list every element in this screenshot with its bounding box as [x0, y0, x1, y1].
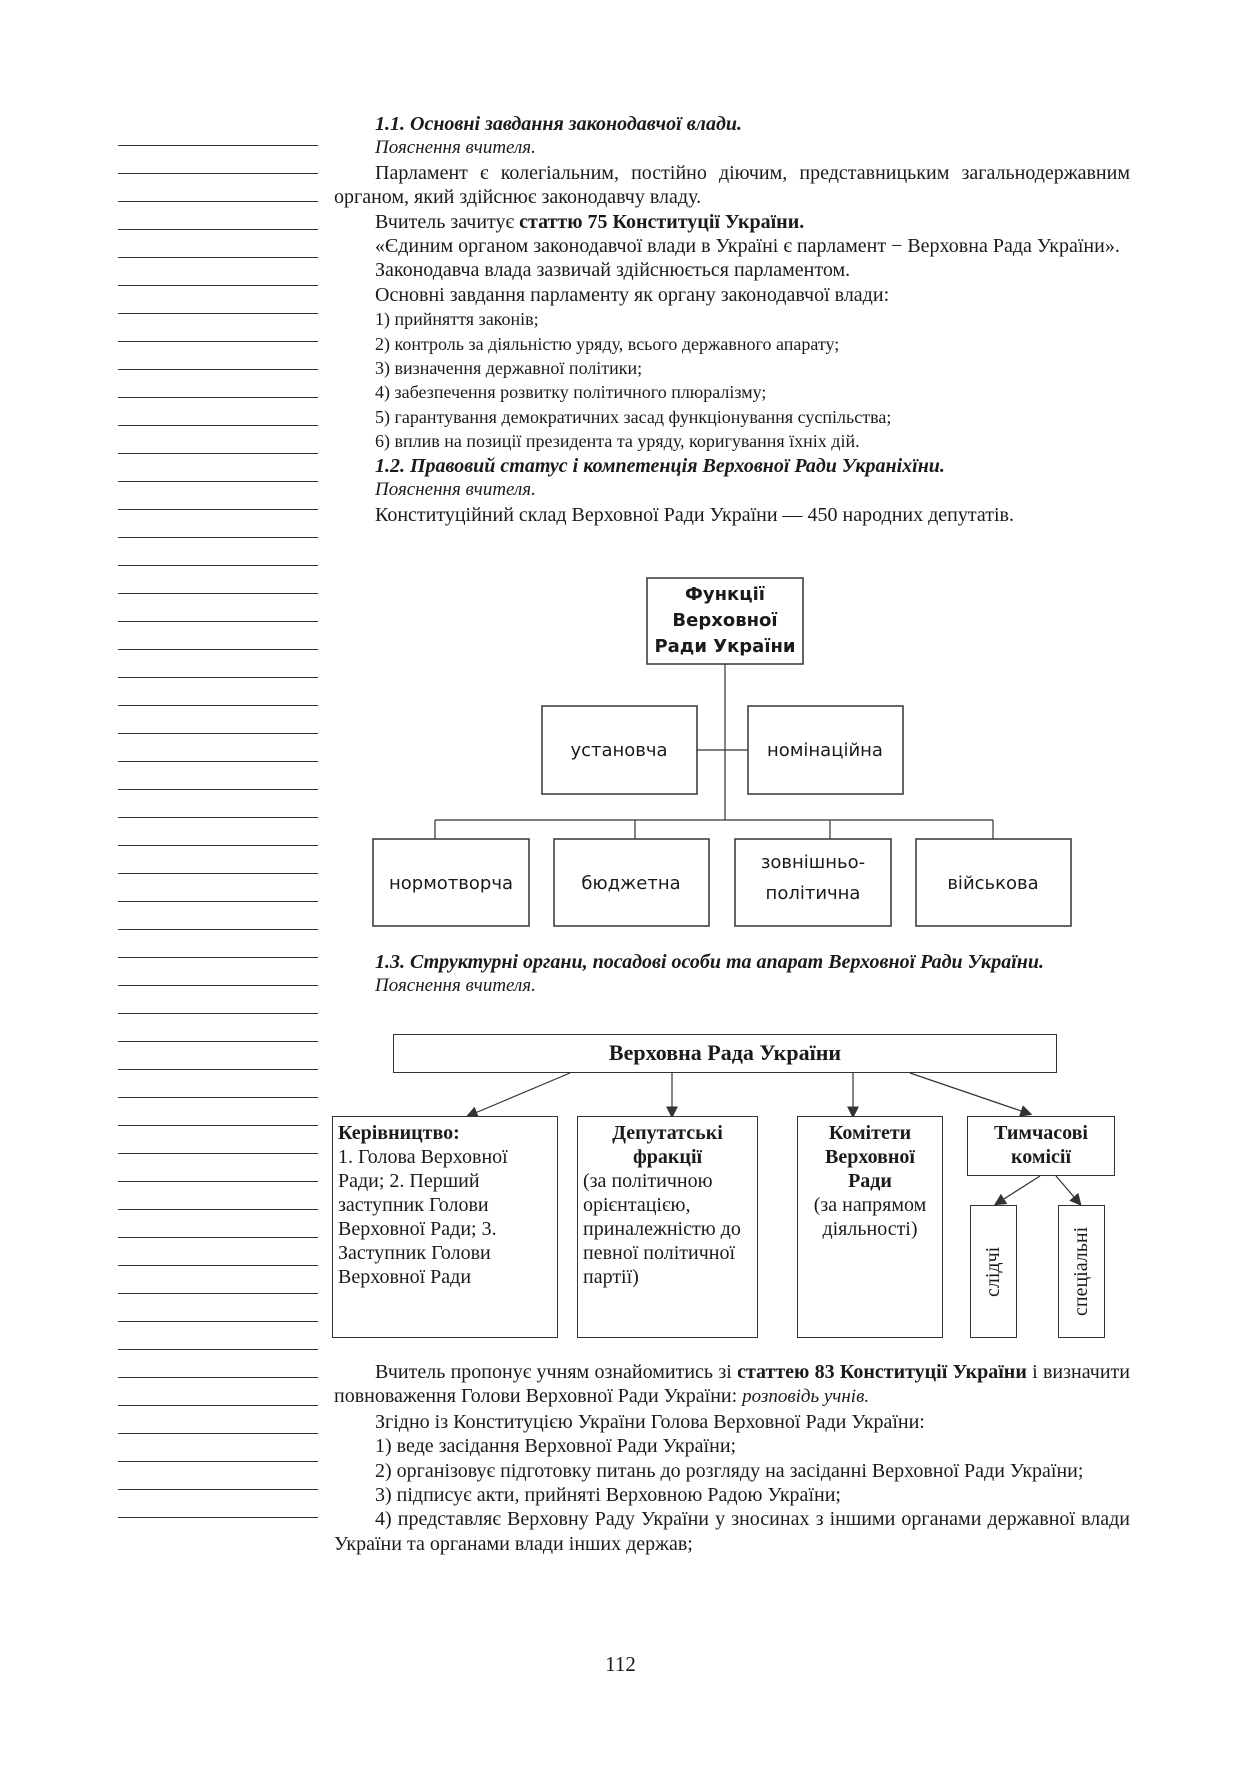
margin-note-line — [118, 1434, 318, 1462]
task-item: 6) вплив на позиції президента та уряду, коригування їхніх дій. — [375, 431, 860, 452]
task-item: 4) забезпечення розвитку політичного плюралізму; — [375, 382, 767, 403]
task-item: 3) визначення державної політики; — [375, 358, 643, 379]
functions-root-line: Ради України — [654, 636, 796, 657]
leadership-text: 1. Голова Верховної Ради; 2. Перший заступник Голови Верховної Ради; 3. Заступник Голови Верховної Ради — [338, 1146, 508, 1288]
section-2-p1: Конституційний склад Верховної Ради України — 450 народних депутатів. — [375, 503, 1014, 526]
section-1-p1: Парламент є колегіальним, постійно діючим, представницьким загальнодержавним органом, який здійснює законодавчу владу. — [334, 161, 1130, 209]
committees-title: Комітети Верховної Ради — [825, 1122, 915, 1192]
task-item: 5) гарантування демократичних засад функціонування суспільства; — [375, 406, 892, 427]
section-1-p3: «Єдиним органом законодавчої влади в Україні є парламент − Верховна Рада України». — [375, 235, 1120, 258]
leadership-title: Керівництво: — [338, 1122, 460, 1144]
function-label: нормотворча — [389, 873, 513, 894]
margin-note-line — [118, 1462, 318, 1490]
section-1-heading: 1.1. Основні завдання законодавчої влади. — [375, 113, 742, 135]
special-commissions-box: спеціальні — [1058, 1205, 1105, 1338]
section-1-p5: Основні завдання парламенту як органу законодавчої влади: — [375, 283, 890, 306]
section-3-note: Пояснення вчителя. — [375, 975, 536, 997]
temporary-commissions-box: Тимчасові комісії — [967, 1116, 1115, 1176]
committees-box — [797, 1116, 943, 1338]
section-1-p4: Законодавча влада зазвичай здійснюється парламентом. — [375, 259, 851, 282]
task-item: 2) контроль за діяльністю уряду, всього державного апарату; — [375, 333, 840, 354]
investigative-commissions-box: слідчі — [970, 1205, 1017, 1338]
margin-note-line — [118, 1406, 318, 1434]
factions-title: Депутатські фракції — [612, 1122, 723, 1168]
speaker-power-item: 4) представляє Верховну Раду України у зносинах з іншими органами державної влади України та органами влади інших держав; — [334, 1508, 1130, 1555]
factions-text: (за політичною орієнтацією, приналежністю до певної політичної партії) — [583, 1170, 741, 1288]
factions-box — [577, 1116, 758, 1338]
function-label: зовнішньо- — [760, 852, 866, 873]
section-4-p2: Згідно із Конституцією України Голова Верховної Ради України: — [375, 1410, 925, 1433]
section-3-heading: 1.3. Структурні органи, посадові особи та апарат Верховної Ради України. — [375, 951, 1044, 973]
functions-root-line: Функції — [685, 584, 765, 605]
section-4-p1: Вчитель пропонує учням ознайомитись зі статтею 83 Конституції України і визначити повноваження Голови Верховної Ради України: розповідь учнів. — [334, 1361, 1130, 1408]
leadership-box — [332, 1116, 558, 1338]
function-label: політична — [765, 883, 861, 904]
section-4 — [334, 1360, 1130, 1556]
function-label: установча — [570, 740, 668, 761]
speaker-power-item: 1) веде засідання Верховної Ради України; — [375, 1435, 737, 1458]
function-label: номінаційна — [767, 740, 883, 761]
section-1-p2: Вчитель зачитує статтю 75 Конституції України. — [375, 210, 805, 233]
section-1-note: Пояснення вчителя. — [375, 137, 536, 159]
task-item: 1) прийняття законів; — [375, 309, 539, 330]
function-label: бюджетна — [581, 873, 681, 894]
page-number: 112 — [605, 1652, 636, 1676]
verkhovna-rada-box: Верховна Рада України — [393, 1034, 1057, 1073]
committees-text: (за напрямом діяльності) — [813, 1194, 927, 1240]
functions-root-line: Верховної — [672, 610, 778, 631]
speaker-power-item: 2) організовує підготовку питань до розгляду на засіданні Верховної Ради України; — [375, 1459, 1084, 1482]
speaker-power-item: 3) підписує акти, прийняті Верховною Радою України; — [375, 1484, 841, 1507]
section-2-heading: 1.2. Правовий статус і компетенція Верховної Ради Украніхїни. — [375, 454, 945, 477]
section-2-note: Пояснення вчителя. — [375, 479, 536, 501]
margin-note-line — [118, 1490, 318, 1518]
function-label: військова — [947, 873, 1039, 894]
